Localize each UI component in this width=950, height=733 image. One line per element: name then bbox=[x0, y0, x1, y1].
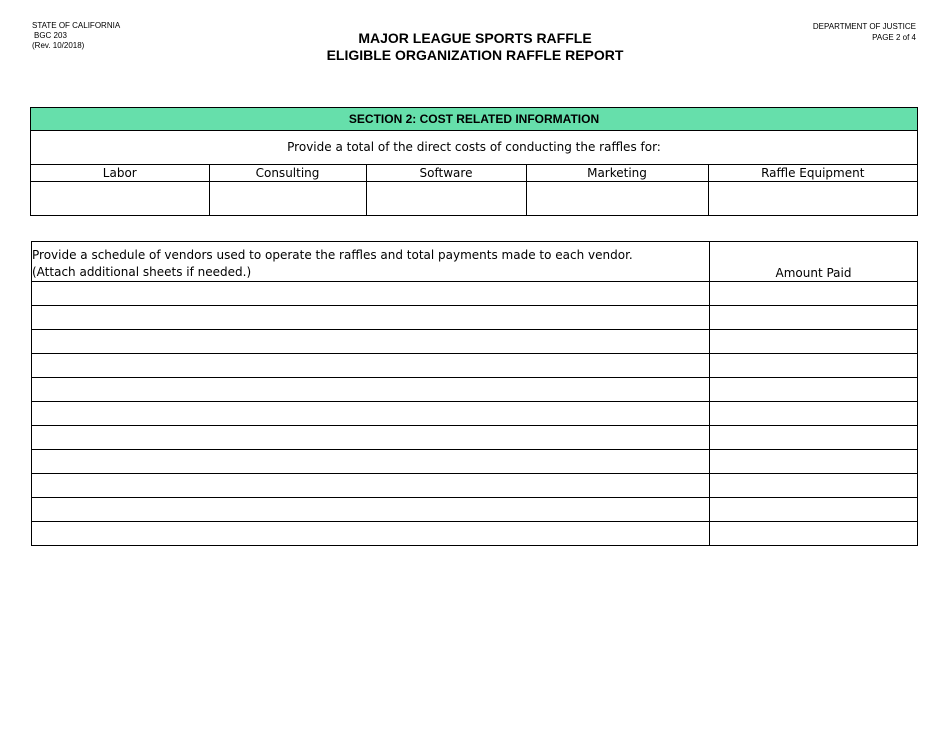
column-header-raffle-equipment: Raffle Equipment bbox=[708, 165, 917, 182]
amount-paid-field[interactable] bbox=[710, 306, 918, 330]
vendor-instruction-header bbox=[32, 242, 710, 282]
amount-paid-field[interactable] bbox=[710, 282, 918, 306]
vendor-instruction-line-1: Provide a schedule of vendors used to operate the raffles and total payments made to each vendor. bbox=[32, 248, 633, 262]
table-row bbox=[32, 426, 918, 450]
column-header-labor: Labor bbox=[31, 165, 209, 182]
state-label: STATE OF CALIFORNIA bbox=[32, 21, 121, 30]
vendor-schedule-table bbox=[31, 241, 918, 546]
amount-paid-field[interactable] bbox=[710, 426, 918, 450]
page-title bbox=[0, 30, 950, 64]
vendor-name-field[interactable] bbox=[32, 426, 710, 450]
title-line-1: MAJOR LEAGUE SPORTS RAFFLE bbox=[358, 30, 592, 46]
table-row bbox=[32, 498, 918, 522]
revision-date: (Rev. 10/2018) bbox=[32, 41, 85, 50]
table-row bbox=[32, 450, 918, 474]
amount-paid-field[interactable] bbox=[710, 354, 918, 378]
vendor-instruction-line-2: (Attach additional sheets if needed.) bbox=[32, 265, 252, 279]
amount-paid-field[interactable] bbox=[710, 522, 918, 546]
vendor-name-field[interactable] bbox=[32, 330, 710, 354]
vendor-name-field[interactable] bbox=[32, 282, 710, 306]
marketing-cost-field[interactable] bbox=[526, 182, 708, 216]
table-row bbox=[32, 330, 918, 354]
amount-paid-field[interactable] bbox=[710, 450, 918, 474]
section-2-cost-info bbox=[30, 107, 918, 216]
vendor-name-field[interactable] bbox=[32, 402, 710, 426]
labor-cost-field[interactable] bbox=[31, 182, 209, 216]
column-header-consulting: Consulting bbox=[209, 165, 366, 182]
vendor-name-field[interactable] bbox=[32, 450, 710, 474]
table-row bbox=[32, 474, 918, 498]
amount-paid-header: Amount Paid bbox=[710, 242, 918, 282]
vendor-name-field[interactable] bbox=[32, 306, 710, 330]
page-number: PAGE 2 of 4 bbox=[872, 33, 916, 42]
column-header-software: Software bbox=[366, 165, 526, 182]
amount-paid-field[interactable] bbox=[710, 330, 918, 354]
column-header-marketing: Marketing bbox=[526, 165, 708, 182]
vendor-name-field[interactable] bbox=[32, 474, 710, 498]
section-2-heading: SECTION 2: COST RELATED INFORMATION bbox=[31, 108, 917, 131]
amount-paid-field[interactable] bbox=[710, 402, 918, 426]
table-row bbox=[32, 378, 918, 402]
table-row bbox=[32, 522, 918, 546]
vendor-name-field[interactable] bbox=[32, 354, 710, 378]
table-row bbox=[32, 282, 918, 306]
direct-costs-table bbox=[31, 164, 917, 215]
vendor-name-field[interactable] bbox=[32, 378, 710, 402]
form-number: BGC 203 bbox=[34, 31, 67, 40]
amount-paid-field[interactable] bbox=[710, 378, 918, 402]
vendor-name-field[interactable] bbox=[32, 498, 710, 522]
vendor-name-field[interactable] bbox=[32, 522, 710, 546]
raffle-equipment-cost-field[interactable] bbox=[708, 182, 917, 216]
table-row bbox=[32, 354, 918, 378]
table-row bbox=[32, 306, 918, 330]
department-label: DEPARTMENT OF JUSTICE bbox=[812, 22, 916, 31]
section-2-instruction: Provide a total of the direct costs of conducting the raffles for: bbox=[287, 140, 661, 154]
amount-paid-field[interactable] bbox=[710, 474, 918, 498]
software-cost-field[interactable] bbox=[366, 182, 526, 216]
amount-paid-field[interactable] bbox=[710, 498, 918, 522]
consulting-cost-field[interactable] bbox=[209, 182, 366, 216]
table-row bbox=[32, 402, 918, 426]
title-line-2: ELIGIBLE ORGANIZATION RAFFLE REPORT bbox=[326, 47, 624, 63]
